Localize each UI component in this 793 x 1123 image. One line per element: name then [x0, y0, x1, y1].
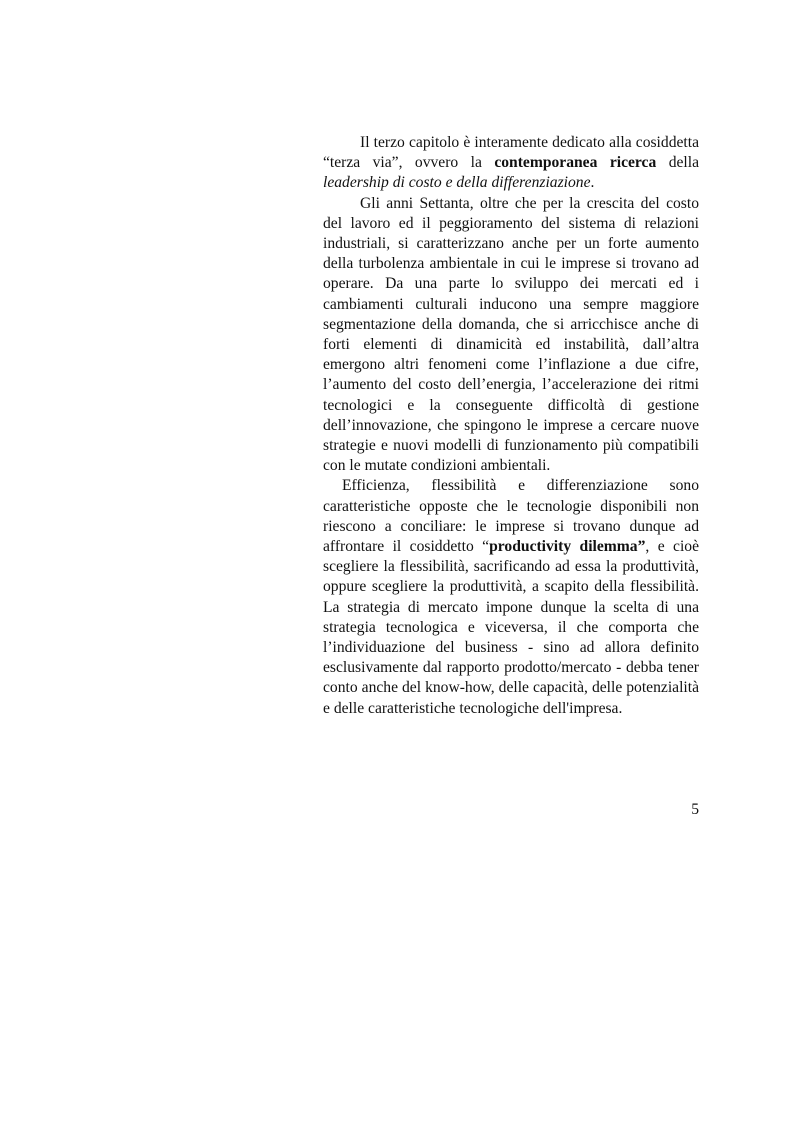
p2-text: Gli anni Settanta, oltre che per la crescita del costo del lavoro ed il peggioramento del sistema di relazioni industriali, si caratterizzano anche per un forte aumento della turbolenza ambientale in cui le imprese si trovano ad operare. Da una parte lo sviluppo dei mercati ed i cambiamenti culturali inducono una sempre maggiore segmentazione della domanda, che si arricchisce anche di forti elementi di dinamicità ed instabilità, dall’altra emergono altri fenomeni come l’inflazione a due cifre, l’aumento del costo dell’energia, l’accelerazione dei ritmi tecnologici e la conseguente difficoltà di gestione dell’innovazione, che spingono le imprese a cercare nuove strategie e nuovi modelli di funzionamento più compatibili con le mutate condizioni ambientali.	[323, 194, 699, 475]
p1-bold-phrase: contemporanea ricerca	[494, 154, 657, 172]
paragraph-2	[323, 194, 699, 477]
p1-text-1: Il terzo capitolo è interamente dedicato alla cosiddetta “terza via”, ovvero la	[323, 134, 699, 172]
p1-italic-phrase: leadership di costo e della differenziazione	[323, 174, 591, 192]
p1-text-3: .	[590, 174, 595, 192]
page-number: 5	[691, 801, 699, 818]
paragraph-3	[323, 476, 699, 718]
p3-bold-phrase: productivity dilemma”	[489, 538, 646, 556]
p1-text-2: della	[656, 154, 700, 172]
body-text	[323, 133, 699, 719]
p3-text-1: Efficienza, flessibilità e differenziazione sono caratteristiche opposte che le tecnologie disponibili non riescono a conciliare: le imprese si trovano dunque ad affrontare il cosiddetto “	[323, 477, 699, 556]
paragraph-1	[323, 133, 699, 194]
p3-text-2: , e cioè scegliere la flessibilità, sacrificando ad essa la produttività, oppure scegliere la produttività, a scapito della flessibilità. La strategia di mercato impone dunque la scelta di una strategia tecnologica e viceversa, il che comporta che l’individuazione del business - sino ad allora definito esclusivamente dal rapporto prodotto/mercato - debba tener conto anche del know-how, delle capacità, delle potenzialità e delle caratteristiche tecnologiche dell'impresa.	[323, 538, 699, 717]
